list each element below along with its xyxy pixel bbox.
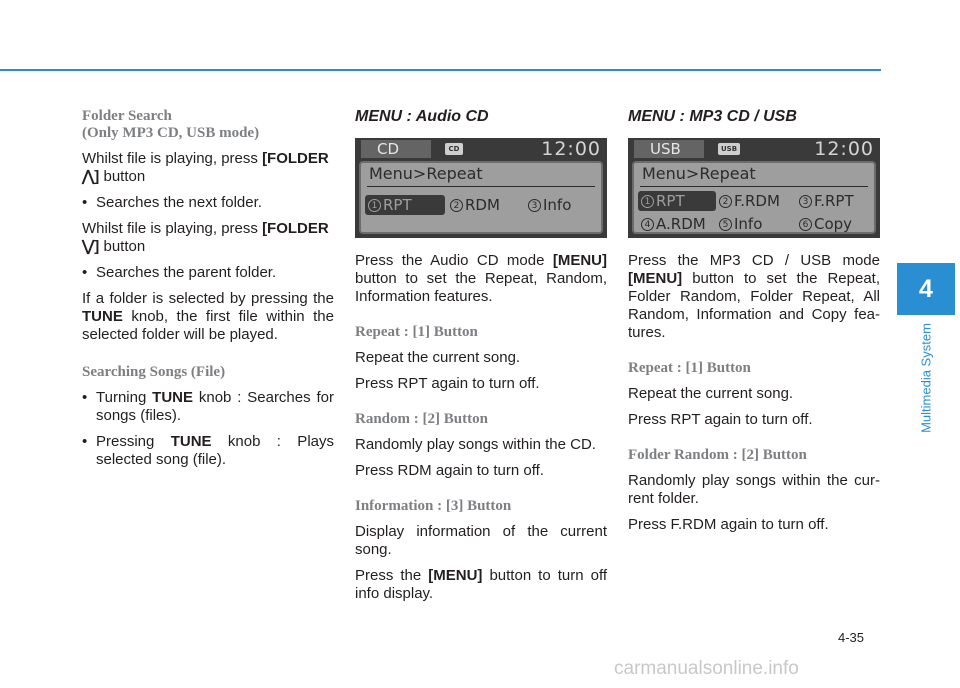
folder-random-desc: Randomly play songs within the cur-rent folder. (628, 472, 880, 507)
audio-cd-heading: MENU : Audio CD (355, 108, 489, 125)
menu-key: [MENU] (552, 252, 607, 269)
repeat-desc: Repeat the current song. (628, 385, 794, 402)
text: button (99, 168, 146, 185)
option-label: A.RDM (656, 215, 706, 233)
text: Whilst file is playing, press (82, 220, 263, 237)
option-info[interactable] (716, 214, 762, 234)
list-item: • Searches the parent folder. (82, 264, 334, 282)
tune-key: TUNE (170, 433, 212, 450)
text: If a folder is selected by pressing the (82, 290, 334, 307)
menu-title: Menu>Repeat (369, 164, 483, 183)
random-title: Random : [2] Button (355, 411, 488, 427)
menu-title: Menu>Repeat (642, 164, 756, 183)
information-desc: Display information of the current song. (355, 523, 607, 558)
cd-badge-icon: CD (445, 143, 463, 155)
column-mp3-usb (628, 108, 880, 542)
audio-cd-intro (355, 252, 607, 306)
number-2-icon: 2 (719, 195, 732, 208)
screen-status-bar (628, 138, 880, 160)
mode-tab: USB (634, 140, 704, 158)
chapter-tab: 4 (897, 263, 955, 315)
text: button to set the Repeat, Folder Random, Folder Repeat, All Random, Information and Copy fea-tures. (628, 270, 880, 341)
number-1-icon: 1 (641, 195, 654, 208)
folder-random-title: Folder Random : [2] Button (628, 447, 807, 463)
watermark: carmanualsonline.info (614, 658, 799, 679)
text: button to set the Repeat, Random, Information features. (355, 270, 607, 305)
folder-search-title: Folder Search (82, 108, 172, 124)
menu-key: [MENU] (628, 270, 683, 287)
column-audio-cd (355, 108, 607, 611)
menu-divider (640, 186, 868, 187)
text: Pressing (96, 433, 171, 450)
list-item (82, 433, 334, 469)
text: Press the Audio CD mode (355, 252, 553, 269)
option-f-rdm[interactable] (716, 191, 780, 211)
number-1-icon: 1 (368, 199, 381, 212)
number-3-icon: 3 (528, 199, 541, 212)
option-rdm[interactable] (447, 195, 500, 215)
option-info[interactable] (525, 195, 571, 215)
audio-cd-screen (355, 138, 607, 238)
page-number: 4-35 (838, 630, 865, 645)
number-2-icon: 2 (450, 199, 463, 212)
text: Turning (96, 389, 153, 406)
folder-search-heading (82, 108, 334, 142)
folder-random-off: Press F.RDM again to turn off. (628, 516, 829, 533)
option-label: Copy (814, 215, 853, 233)
option-label: RPT (656, 192, 685, 210)
tune-key: TUNE (82, 308, 123, 325)
option-label: RPT (383, 196, 412, 214)
option-rpt[interactable] (638, 191, 716, 211)
option-f-rpt[interactable] (796, 191, 854, 211)
menu-divider (367, 186, 595, 187)
random-off: Press RDM again to turn off. (355, 462, 544, 479)
screen-status-bar (355, 138, 607, 160)
text: knob, the first file within the selected folder will be played. (82, 308, 334, 343)
repeat-off: Press RPT again to turn off. (628, 411, 813, 428)
option-rpt[interactable] (365, 195, 445, 215)
folder-search-subtitle: (Only MP3 CD, USB mode) (82, 125, 260, 141)
list-item (82, 389, 334, 425)
mode-tab: CD (361, 140, 431, 158)
repeat-off: Press RPT again to turn off. (355, 375, 540, 392)
menu-panel (359, 161, 603, 234)
folder-select-note (82, 290, 334, 344)
random-desc: Randomly play songs within the CD. (355, 436, 596, 453)
repeat-title: Repeat : [1] Button (355, 324, 478, 340)
information-title: Information : [3] Button (355, 498, 512, 514)
folder-down-key: [FOLDER ⋁] (82, 220, 329, 255)
option-label: RDM (465, 196, 500, 214)
chapter-label: Multimedia System (918, 323, 934, 433)
number-6-icon: 6 (799, 218, 812, 231)
text: button (99, 238, 146, 255)
mp3-usb-heading: MENU : MP3 CD / USB (628, 108, 797, 125)
list-item: • Searches the next folder. (82, 194, 334, 212)
folder-down-instruction (82, 220, 334, 256)
text: button to turn off info display. (355, 567, 608, 602)
text: knob : Searches for songs (files). (96, 389, 334, 424)
menu-panel (632, 161, 876, 234)
text: knob : Plays selected song (file). (96, 433, 334, 468)
clock: 12:00 (541, 138, 601, 160)
folder-up-instruction (82, 150, 334, 186)
searching-songs-title: Searching Songs (File) (82, 364, 226, 380)
clock: 12:00 (814, 138, 874, 160)
mp3-usb-screen (628, 138, 880, 238)
option-label: Info (734, 215, 763, 233)
text: Whilst file is playing, press (82, 150, 263, 167)
top-rule (0, 69, 881, 71)
number-5-icon: 5 (719, 218, 732, 231)
repeat-title: Repeat : [1] Button (628, 360, 751, 376)
number-3-icon: 3 (799, 195, 812, 208)
option-label: Info (543, 196, 572, 214)
usb-badge-icon: USB (718, 143, 740, 155)
repeat-desc: Repeat the current song. (355, 349, 521, 366)
folder-up-key: [FOLDER ⋀] (82, 150, 329, 185)
information-off (355, 567, 607, 603)
column-folder-search (82, 108, 334, 477)
option-copy[interactable] (796, 214, 852, 234)
mp3-usb-intro (628, 252, 880, 342)
menu-key: [MENU] (428, 567, 483, 584)
number-4-icon: 4 (641, 218, 654, 231)
tune-key: TUNE (152, 389, 193, 406)
text: Press the MP3 CD / USB mode (628, 252, 880, 269)
option-label: F.RDM (734, 192, 780, 210)
text: Press the (355, 567, 429, 584)
option-a-rdm[interactable] (638, 214, 706, 234)
option-label: F.RPT (814, 192, 854, 210)
